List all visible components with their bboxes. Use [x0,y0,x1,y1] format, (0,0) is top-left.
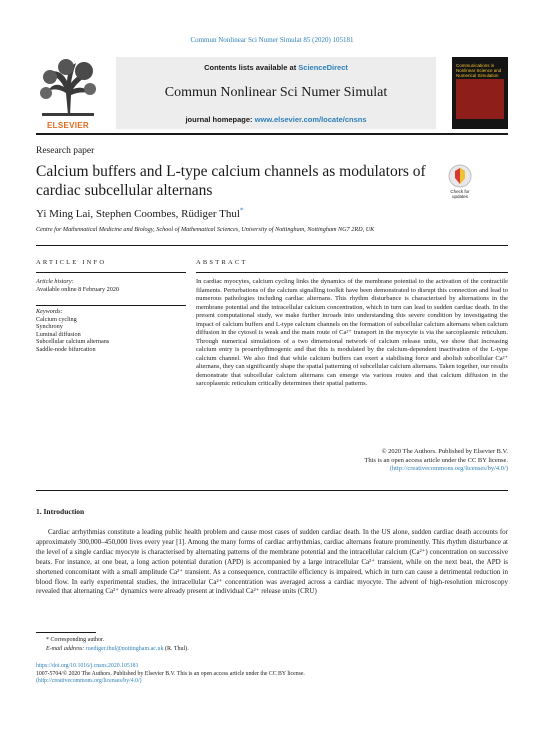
article-history [36,278,186,293]
contents-prefix: Contents lists available at [204,63,299,72]
license-line: This is an open access article under the CC BY license. [364,456,508,464]
section-rule [36,245,508,246]
article-type: Research paper [36,146,95,156]
affiliation: Centre for Mathematical Medicine and Biology, School of Mathematical Sciences, University of Nottingham, Nottingham NG7 2RD, UK [36,226,375,233]
cover-title: Communications in Nonlinear Science and Numerical Simulation [456,63,502,78]
abstract-text: In cardiac myocytes, calcium cycling links the dynamics of the membrane potential to the activation of the contractile filaments. Perturbations of the calcium signalling toolkit have been demonstrated to disrupt this connection and lead to numerous pathologies including cardiac alternans. This rhythm disturbance is characterised by alternations in the membrane potential and the intracellular calcium concentration, which in turn can lead to sudden cardiac death. In the present computational study, we make further inroads into understanding this severe condition by investigating the impact of calcium buffers and L-type calcium channels on the formation of subcellular calcium alternans when calcium diffusion in the cytosol is weak and the main route of Ca²⁺ transport in the myocyte is via the sarcoplasmic reticulum. Through numerical simulations of a two dimensional network of calcium release units, we show that increasing calcium entry is proarrhythmogenic and that this is modulated by the calcium-dependent inactivation of the L-type calcium channel. We also find that while calcium buffers can exert a stabilising force and abolish subcellular Ca²⁺ alternans, they can significantly shape the spatial patterning of subcellular calcium alternans. Taken together, our results demonstrate that subcellular calcium alternans can emerge via various routes and that calcium diffusion in the sarcoplasmic reticulum critically determines their spatial patterns. [196,278,508,387]
issn-line: 1007-5704/© 2020 The Authors. Published by Elsevier B.V. This is an open access article under the CC BY license. [36,670,305,677]
journal-cover-thumbnail[interactable] [452,57,508,129]
copyright-line: © 2020 The Authors. Published by Elsevier B.V. [381,448,508,455]
check-updates-label: Check for updates [450,189,470,199]
article-info-heading: ARTICLE INFO [36,259,107,266]
introduction-heading: 1. Introduction [36,507,85,516]
introduction-body [36,528,508,597]
email-link[interactable]: ruediger.thul@nottingham.ac.uk [85,646,164,652]
footnote-label: Corresponding author. [50,637,105,643]
journal-header-panel [116,57,436,129]
abstract-body [196,278,508,389]
introduction-paragraph: Cardiac arrhythmias constitute a leading public health problem and cause most cases of sudden cardiac death. In the US alone, sudden cardiac death accounts for approximately 300,000–450,000 lives every year [1]. Among the many forms of cardiac arrhythmias, cardiac alternans feature prominently. This rhythm disturbance at the level of a single cardiac myocyte is characterised by alternating patterns of the membrane potential and the intracellular calcium (Ca²⁺) concentration on successive beats. For instance, at one beat, a long action potential duration (APD) is accompanied by a large intracellular Ca²⁺ transient, while on the next beat, the APD is shortened concomitant with a small amplitude Ca²⁺ transient. As a consequence, contractile efficiency is impaired, which in turn can cause a detrimental reduction in blood flow. In early experimental studies, the intracellular Ca²⁺ concentration was averaged across a cardiac myocyte. The advent of high-resolution microscopy revealed that alternating Ca²⁺ dynamics were already present at individual Ca²⁺ release units (CRU) [36,528,508,596]
abstract-heading: ABSTRACT [196,259,248,266]
authors-text: Yi Ming Lai, Stephen Coombes, Rüdiger Thul [36,208,240,220]
email-suffix: (R. Thul). [163,646,189,652]
journal-masthead [36,57,508,131]
homepage-link[interactable]: www.elsevier.com/locate/cnsns [254,115,367,124]
keywords-rule [36,305,186,306]
elsevier-wordmark: ELSEVIER [47,121,89,130]
history-label: Article history: [36,278,74,285]
body-rule [36,490,508,491]
footnote-email [46,646,189,654]
footnote-corresponding [46,637,104,645]
sciencedirect-link[interactable]: ScienceDirect [298,63,348,72]
running-header[interactable]: Commun Nonlinear Sci Numer Simulat 85 (2020) 105181 [190,36,354,44]
contents-line [116,63,436,72]
abstract-copyright [196,448,508,474]
author-list [36,205,244,220]
doi-link[interactable]: https://doi.org/10.1016/j.cnsns.2020.105181 [36,663,139,669]
homepage-prefix: journal homepage: [185,115,255,124]
bottom-metadata [36,663,508,686]
abstract-rule [196,272,508,273]
article-info-rule [36,272,186,273]
check-updates-icon [446,163,474,189]
history-value: Available online 8 February 2020 [36,285,120,293]
cover-artwork [456,79,504,119]
corresponding-author-mark[interactable]: * [239,205,244,215]
keywords-label: Keywords: [36,308,63,315]
masthead-rule [36,133,508,135]
article-title: Calcium buffers and L-type calcium channels as modulators of cardiac subcellular alternans [36,163,426,199]
footnote-mark: * [46,637,49,643]
keyword-item: Synchrony [36,323,63,331]
bottom-license-link[interactable]: (http://creativecommons.org/licenses/by/4.0/) [36,678,142,685]
tree-icon [36,57,100,119]
email-label: E-mail address: [46,646,86,652]
keyword-item: Saddle-node bifurcation [36,345,96,353]
keyword-item: Subcellular calcium alternans [36,338,110,346]
check-for-updates-badge[interactable] [446,163,474,201]
journal-title: Commun Nonlinear Sci Numer Simulat [164,85,388,100]
elsevier-logo[interactable] [36,57,100,129]
license-link[interactable]: (http://creativecommons.org/licenses/by/4.0/) [389,465,508,472]
footnote-rule [36,632,96,633]
keywords-block [36,308,186,354]
homepage-line [116,115,436,124]
keyword-item: Calcium cycling [36,315,77,323]
keyword-item: Luminal diffusion [36,330,81,338]
